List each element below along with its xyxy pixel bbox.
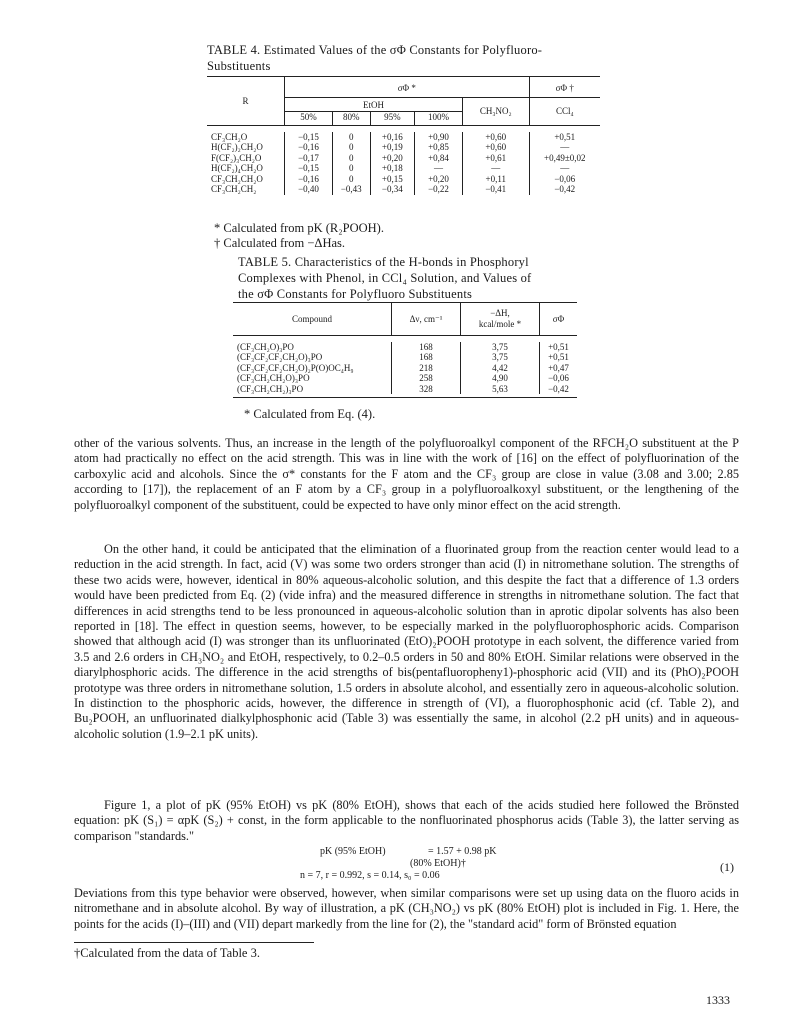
- table5-cell: +0,51: [540, 342, 578, 353]
- equation-rhs: = 1.57 + 0.98 pK: [428, 846, 497, 857]
- table5-header-compound: Compound: [291, 313, 332, 324]
- table5-cell: +0,51: [540, 352, 578, 363]
- table4-cell: +0,20: [415, 174, 463, 185]
- table5-cell-compound: (CF₃CH₂O)₃PO: [237, 341, 294, 352]
- table5-header-dh: [461, 303, 540, 335]
- table-row: [207, 132, 600, 143]
- table4-cell: +0,11: [462, 174, 529, 185]
- table5-cell: −0,06: [540, 373, 578, 384]
- table4-cell: +0,18: [370, 163, 414, 174]
- table5-caption-line1: TABLE 5. Characteristics of the H-bonds in Phosphoryl: [238, 255, 529, 269]
- table4: [207, 76, 600, 195]
- table-row: [233, 373, 577, 384]
- table4-cell: −0,15: [285, 163, 333, 174]
- table5-bottom-rule: [233, 397, 577, 398]
- table5-cell: 218: [392, 363, 461, 374]
- body-text-4: [74, 886, 739, 932]
- table5-footnote: * Calculated from Eq. (4).: [244, 407, 376, 421]
- footnote-rule: [74, 942, 314, 943]
- table5-cell: −0,42: [540, 384, 578, 395]
- table5-table: [233, 303, 577, 394]
- table-row: [233, 384, 577, 395]
- table5-cell-compound: (CF₃CH₂CH₂O)₃PO: [237, 373, 310, 383]
- table4-cell: −0,16: [285, 142, 333, 153]
- table5-cell-compound: (CF₃CH₂CH₂)₃PO: [237, 383, 304, 394]
- table4-cell: +0,61: [462, 153, 529, 164]
- table5-cell: 4,42: [461, 363, 540, 374]
- table4-cell: +0,84: [415, 153, 463, 164]
- table4-cell: +0,51: [529, 132, 600, 143]
- table4-header-r: R: [242, 95, 249, 106]
- equation-1: [300, 846, 600, 882]
- table5-cell: 3,75: [461, 342, 540, 353]
- body-text-2: [74, 542, 739, 742]
- table5-caption-line3: the σΦ Constants for Polyfluoro Substituents: [238, 287, 473, 301]
- table4-table: [207, 77, 600, 195]
- table5-cell: 168: [392, 342, 461, 353]
- table5-cell: 3,75: [461, 352, 540, 363]
- table4-cell: +0,20: [370, 153, 414, 164]
- table5-header-sigma: σΦ: [540, 303, 578, 335]
- table5-cell: +0,47: [540, 363, 578, 374]
- table5-cell-compound: (CF₃CF₂CF₂CH₂O)₂P(O)OC₄H₉: [237, 362, 354, 373]
- table4-header-sigma-star: σΦ *: [285, 77, 529, 97]
- table4-cell: 0: [332, 174, 370, 185]
- table5-caption-line2: Complexes with Phenol, in CCl₄ Solution, and Values of: [238, 271, 532, 285]
- table-row: [207, 153, 600, 164]
- table4-footnotes: [214, 221, 634, 251]
- equation-stats: n = 7, r = 0.992, s = 0.14, s₀ = 0.06: [300, 870, 440, 881]
- body-text-3: [74, 798, 739, 844]
- table-row: [207, 142, 600, 153]
- table5-cell: 328: [392, 384, 461, 395]
- table4-cell: —: [462, 163, 529, 174]
- table4-cell: −0,34: [370, 184, 414, 195]
- table4-cell: +0,60: [462, 132, 529, 143]
- table4-cell: +0,60: [462, 142, 529, 153]
- table5-header-dh-line2: kcal/mole *: [478, 318, 522, 329]
- table4-cell: +0,49±0,02: [529, 153, 600, 164]
- table4-cell: −0,41: [462, 184, 529, 195]
- table4-cell: +0,19: [370, 142, 414, 153]
- equation-number: (1): [720, 860, 734, 874]
- table4-footnote-1: * Calculated from pK (R₂POOH).: [214, 221, 384, 235]
- table4-header-col-100: 100%: [415, 111, 463, 125]
- table5-header-dh-line1: −ΔH,: [490, 308, 510, 319]
- footnote-area: [74, 942, 334, 961]
- table4-cell: −0,42: [529, 184, 600, 195]
- table4-caption: [207, 42, 627, 74]
- table4-cell: −0,06: [529, 174, 600, 185]
- table4-cell: 0: [332, 163, 370, 174]
- table5-cell: 168: [392, 352, 461, 363]
- table4-cell: 0: [332, 132, 370, 143]
- table5-cell: 5,63: [461, 384, 540, 395]
- table4-cell-r: CF₃CH₂CH₂O: [211, 173, 263, 184]
- paragraph-4: Deviations from this type behavior were observed, however, when similar comparisons were set up using data on the fluoro acids in nitromethane and in absolute alcohol. By way of illustration, a pK (CH₃NO₂) vs pK (80% EtOH) plot is included in Fig. 1. Here, the points for the acids (I)–(III) and (VII) depart markedly from the line for (2), the "standard acid" form of Brönsted equation: [74, 886, 739, 931]
- table4-cell: —: [415, 163, 463, 174]
- table4-cell: 0: [332, 142, 370, 153]
- table4-cell: —: [529, 163, 600, 174]
- table4-header-sigma-dagger: σΦ †: [529, 77, 600, 97]
- table4-footnote-2: † Calculated from −ΔHas.: [214, 236, 346, 250]
- table4-cell-r: F(CF₂)₃CH₂O: [211, 152, 262, 163]
- table4-header-etoh: EtOH: [285, 97, 463, 111]
- table4-header-col-95: 95%: [370, 111, 414, 125]
- table4-cell: −0,43: [332, 184, 370, 195]
- table4-cell: 0: [332, 153, 370, 164]
- table5-caption: [238, 254, 618, 302]
- paragraph-1: other of the various solvents. Thus, an increase in the length of the polyfluoroalkyl component of the RFCH₂O substituent at the P atom had practically no effect on the acid strength. This was in line with the work of [16] on the effect of polyfluorination of the carboxylic acid and alcohols. Since the σ* constants for the F atom and the CF₃ group are close in value (3.08 and 3.00; 2.85 according to [17]), the replacement of an F atom by a CF₃ group in a polyfluoroalkoxyl substituent, or the lengthening of the polyfluoroalkyl component of the substituent, could be expected to have only minor effect on the acid strength.: [74, 436, 739, 512]
- table4-header-ccl4: CCl₄: [529, 97, 600, 125]
- table5-header-dnu: Δν, cm⁻¹: [392, 303, 461, 335]
- table4-cell: −0,22: [415, 184, 463, 195]
- table-row: [207, 174, 600, 185]
- table4-cell: +0,15: [370, 174, 414, 185]
- table4-cell: +0,90: [415, 132, 463, 143]
- table4-cell: —: [529, 142, 600, 153]
- paragraph-3: Figure 1, a plot of pK (95% EtOH) vs pK (80% EtOH), shows that each of the acids studied here followed the Brönsted equation: pK (S₁) = αpK (S₂) + const, in the form applicable to the nonfluorinated phosphorus acids (Table 3), the latter serving as comparison "standards.": [74, 798, 739, 843]
- table4-cell-r: H(CF₂)₂CH₂O: [211, 142, 263, 152]
- table5-cell: 4,90: [461, 373, 540, 384]
- body-text: [74, 436, 739, 513]
- table4-header-col-50: 50%: [285, 111, 333, 125]
- table4-cell: +0,16: [370, 132, 414, 143]
- table4-caption-line2: Substituents: [207, 59, 271, 73]
- table-row: [233, 363, 577, 374]
- equation-rhs-sub: (80% EtOH)†: [410, 858, 466, 869]
- equation-lhs: pK (95% EtOH): [320, 846, 386, 857]
- table4-cell-r: CF₃CH₂CH₂: [211, 184, 257, 194]
- table4-header-ch3no2: CH₃NO₂: [462, 97, 529, 125]
- table4-cell: −0,17: [285, 153, 333, 164]
- table4-cell: −0,15: [285, 132, 333, 143]
- table5: [233, 302, 577, 398]
- table5-cell-compound: (CF₃CF₂CF₂CH₂O)₃PO: [237, 352, 323, 362]
- table4-cell: −0,40: [285, 184, 333, 195]
- table4-header-col-80: 80%: [332, 111, 370, 125]
- paragraph-2: On the other hand, it could be anticipated that the elimination of a fluorinated group from the reaction center would lead to a reduction in the acid strength. In fact, acid (V) was some two orders stronger than acid (I) in nitromethane solution. The strengths of these two acids were, however, identical in 80% aqueous-alcoholic solution, and this despite the fact that a difference of 1.3 orders would have been predicted from Eq. (2) (vide infra) and the measured difference in strengths in nitromethane solution. The fact that differences in acid strengths tend to be less pronounced in aqueous-alcoholic solution than in aprotic dipolar solvents has also been reported in [18]. The effect in question seems, however, to be especially marked in the polyfluorophosphoric acids. Comparison showed that although acid (I) was stronger than its unfluorinated (EtO)₂POOH prototype in each solvent, the difference varied from 3.5 and 2.6 orders in CH₃NO₂ and EtOH, respectively, to 0.2–0.5 orders in 50 and 80% EtOH. Similar relations were observed in the diarylphosphoric acids. The difference in the acid strengths of bis(pentafluoropheny1)-phosphoric acid (VII) and its (PhO)₂POOH prototype was three orders in nitromethane solution, 1.5 orders in absolute alcohol, and essentially zero in aqueous-alcoholic solution. In distinction to the phosphoric acids, however, the difference in strength of (VI), a fluorophosphonic acid (cf. Table 2), and Bu₂POOH, an unfluorinated dialkylphosphonic acid (Table 3) was essentially the same, in alcohol (2.2 pH units) and in aqueous-alcoholic solution (1.9–2.1 pK units).: [74, 542, 739, 741]
- page-number: 1333: [706, 993, 730, 1007]
- table5-cell: 258: [392, 373, 461, 384]
- table4-cell: +0,85: [415, 142, 463, 153]
- table-row: [207, 163, 600, 174]
- table4-caption-line1: TABLE 4. Estimated Values of the σΦ Constants for Polyfluoro-: [207, 43, 543, 57]
- table-row: [233, 352, 577, 363]
- footnote-bottom: †Calculated from the data of Table 3.: [74, 946, 260, 960]
- table4-cell-r: H(CF₂)₄CH₂O: [211, 163, 263, 173]
- table-row: [207, 184, 600, 195]
- table4-cell-r: CF₃CH₂O: [211, 131, 248, 142]
- table4-cell: −0,16: [285, 174, 333, 185]
- table-row: [233, 342, 577, 353]
